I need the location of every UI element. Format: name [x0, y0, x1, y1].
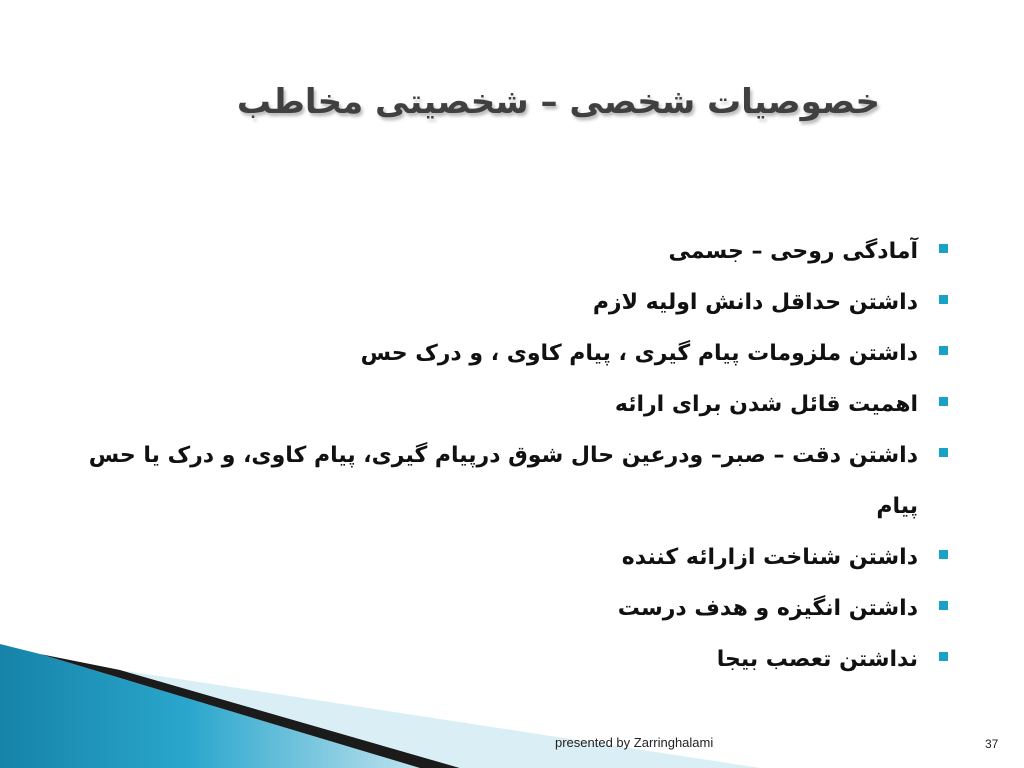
square-bullet-icon — [939, 346, 948, 355]
footer-credit: presented by Zarringhalami — [555, 735, 714, 750]
bullet-text: داشتن انگیزه و هدف درست — [617, 596, 918, 621]
bullet-item — [70, 430, 950, 532]
bullet-item — [70, 328, 950, 379]
bullet-item — [70, 277, 950, 328]
bullet-text: اهمیت قائل شدن برای ارائه — [614, 392, 918, 417]
bullet-text: داشتن شناخت ازارائه کننده — [621, 545, 918, 570]
bullet-text: نداشتن تعصب بیجا — [716, 647, 918, 672]
square-bullet-icon — [939, 652, 948, 661]
square-bullet-icon — [939, 244, 948, 253]
bullet-list — [70, 226, 950, 685]
bullet-item — [70, 226, 950, 277]
bullet-item — [70, 583, 950, 634]
square-bullet-icon — [939, 601, 948, 610]
page-number: 37 — [985, 737, 999, 751]
corner-blue-band — [0, 644, 420, 768]
slide-title: خصوصیات شخصی – شخصیتی مخاطب — [236, 82, 880, 122]
bullet-text: داشتن حداقل دانش اولیه لازم — [592, 290, 918, 315]
square-bullet-icon — [939, 448, 948, 457]
square-bullet-icon — [939, 550, 948, 559]
bullet-text: داشتن ملزومات پیام گیری ، پیام کاوی ، و درک حس — [360, 341, 918, 366]
square-bullet-icon — [939, 295, 948, 304]
bullet-text: آمادگی روحی – جسمی — [668, 239, 918, 264]
bullet-item — [70, 379, 950, 430]
square-bullet-icon — [939, 397, 948, 406]
bullet-text: داشتن دقت – صبر– ودرعین حال شوق درپیام گیری، پیام کاوی، و درک یا حس پیام — [88, 443, 918, 519]
bullet-item — [70, 532, 950, 583]
